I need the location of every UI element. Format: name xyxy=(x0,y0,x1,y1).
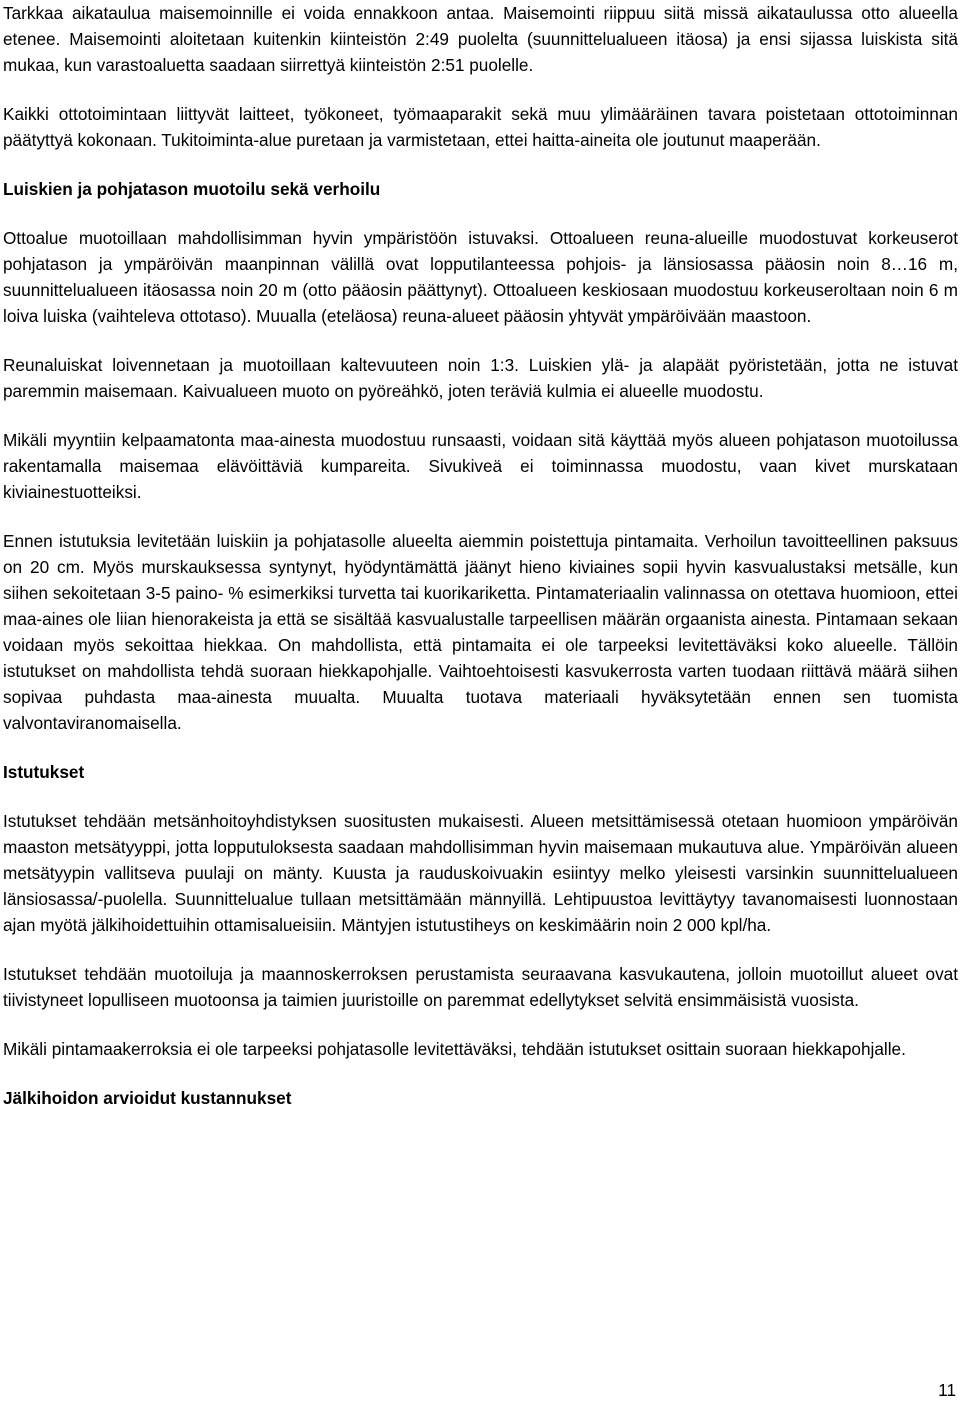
paragraph-area-shaping: Ottoalue muotoillaan mahdollisimman hyvin ympäristöön istuvaksi. Ottoalueen reuna-alueille muodostuvat korkeuserot pohjatason ja ympäröivän maanpinnan välillä ovat lopputilanteessa pohjois- ja länsiosassa pääosin noin 8…16 m, suunnittelualueen itäosassa noin 20 m (otto pääosin päättynyt). Ottoalueen keskiosaan muodostuu korkeuseroltaan noin 6 m loiva luiska (vaihteleva ottotaso). Muualla (eteläosa) reuna-alueet pääosin yhtyvät ympäröivään maastoon. xyxy=(3,228,958,326)
heading-aftercare-costs: Jälkihoidon arvioidut kustannukset xyxy=(3,1088,292,1108)
heading-plantings: Istutukset xyxy=(3,762,85,782)
paragraph-landscaping-schedule: Tarkkaa aikataulua maisemoinnille ei voida ennakkoon antaa. Maisemointi riippuu siitä missä aikataulussa otto alueella etenee. Maisemointi aloitetaan kuitenkin kiinteistön 2:49 puolelta (suunnittelualueen itäosa) ja ensi sijassa luiskista sitä mukaa, kun varastoaluetta saadaan siirrettyä kiinteistön 2:51 puolelle. xyxy=(3,3,958,75)
paragraph-equipment-removal: Kaikki ottotoimintaan liittyvät laitteet, työkoneet, työmaaparakit sekä muu ylimääräinen tavara poistetaan ottotoiminnan päätyttyä kokonaan. Tukitoiminta-alue puretaan ja varmistetaan, ettei haitta-aineita ole joutunut maaperään. xyxy=(3,104,958,150)
paragraph-slope-gradient: Reunaluiskat loivennetaan ja muotoillaan kaltevuuteen noin 1:3. Luiskien ylä- ja alapäät pyöristetään, jotta ne istuvat paremmin maisemaan. Kaivualueen muoto on pyöreähkö, joten teräviä kulmia ei alueelle muodostu. xyxy=(3,355,958,401)
paragraph-unsellable-material: Mikäli myyntiin kelpaamatonta maa-ainesta muodostuu runsaasti, voidaan sitä käyttää myös alueen pohjatason muotoilussa rakentamalla maisemaa elävöittäviä kumpareita. Sivukiveä ei toiminnassa muodostu, vaan kivet murskataan kiviainestuotteiksi. xyxy=(3,430,958,502)
page-number: 11 xyxy=(938,1380,956,1400)
paragraph-planting-guidelines: Istutukset tehdään metsänhoitoyhdistyksen suositusten mukaisesti. Alueen metsittämisessä otetaan huomioon ympäröivän maaston metsätyyppi, jotta lopputuloksesta saadaan mahdollisimman hyvin maisemaan mukautuva alue. Ympäröivän alueen metsätyypin vallitseva puulaji on mänty. Kuusta ja rauduskoivuakin esiintyy melko yleisesti varsinkin suunnittelualueen länsiosassa/-puolella. Suunnittelualue tullaan metsittämään männyillä. Lehtipuustoa levittäytyy tavanomaisesti luonnostaan ajan myötä jälkihoidettuihin ottamisalueisiin. Mäntyjen istutustiheys on keskimäärin noin 2 000 kpl/ha. xyxy=(3,811,958,935)
document-page xyxy=(3,0,958,1111)
paragraph-planting-on-sand: Mikäli pintamaakerroksia ei ole tarpeeksi pohjatasolle levitettäväksi, tehdään istutukset osittain suoraan hiekkapohjalle. xyxy=(3,1039,906,1059)
heading-slopes-and-base: Luiskien ja pohjatason muotoilu sekä verhoilu xyxy=(3,179,381,199)
paragraph-planting-timing: Istutukset tehdään muotoiluja ja maannoskerroksen perustamista seuraavana kasvukautena, jolloin muotoillut alueet ovat tiivistyneet lopulliseen muotoonsa ja taimien juuristoille on paremmat edellytykset selvitä ensimmäisistä vuosista. xyxy=(3,964,958,1010)
paragraph-topsoil-covering: Ennen istutuksia levitetään luiskiin ja pohjatasolle alueelta aiemmin poistettuja pintamaita. Verhoilun tavoitteellinen paksuus on 20 cm. Myös murskauksessa syntynyt, hyödyntämättä jäänyt hieno kiviaines sopii hyvin kasvualustaksi metsälle, kun siihen sekoitetaan 3-5 paino- % esimerkiksi turvetta tai kuorikariketta. Pintamateriaalin valinnassa on otettava huomioon, ettei maa-aines ole liian hienorakeista ja että se sisältää kasvualustalle tarpeellisen määrän orgaanista ainesta. Pintamaan sekaan voidaan myös sekoittaa hiekkaa. On mahdollista, että pintamaita ei ole tarpeeksi levitettäväksi koko alueelle. Tällöin istutukset on mahdollista tehdä suoraan hiekkapohjalle. Vaihtoehtoisesti kasvukerrosta varten tuodaan riittävä määrä siihen sopivaa puhdasta maa-ainesta muualta. Muualta tuotava materiaali hyväksytetään ennen sen tuomista valvontaviranomaisella. xyxy=(3,531,958,733)
